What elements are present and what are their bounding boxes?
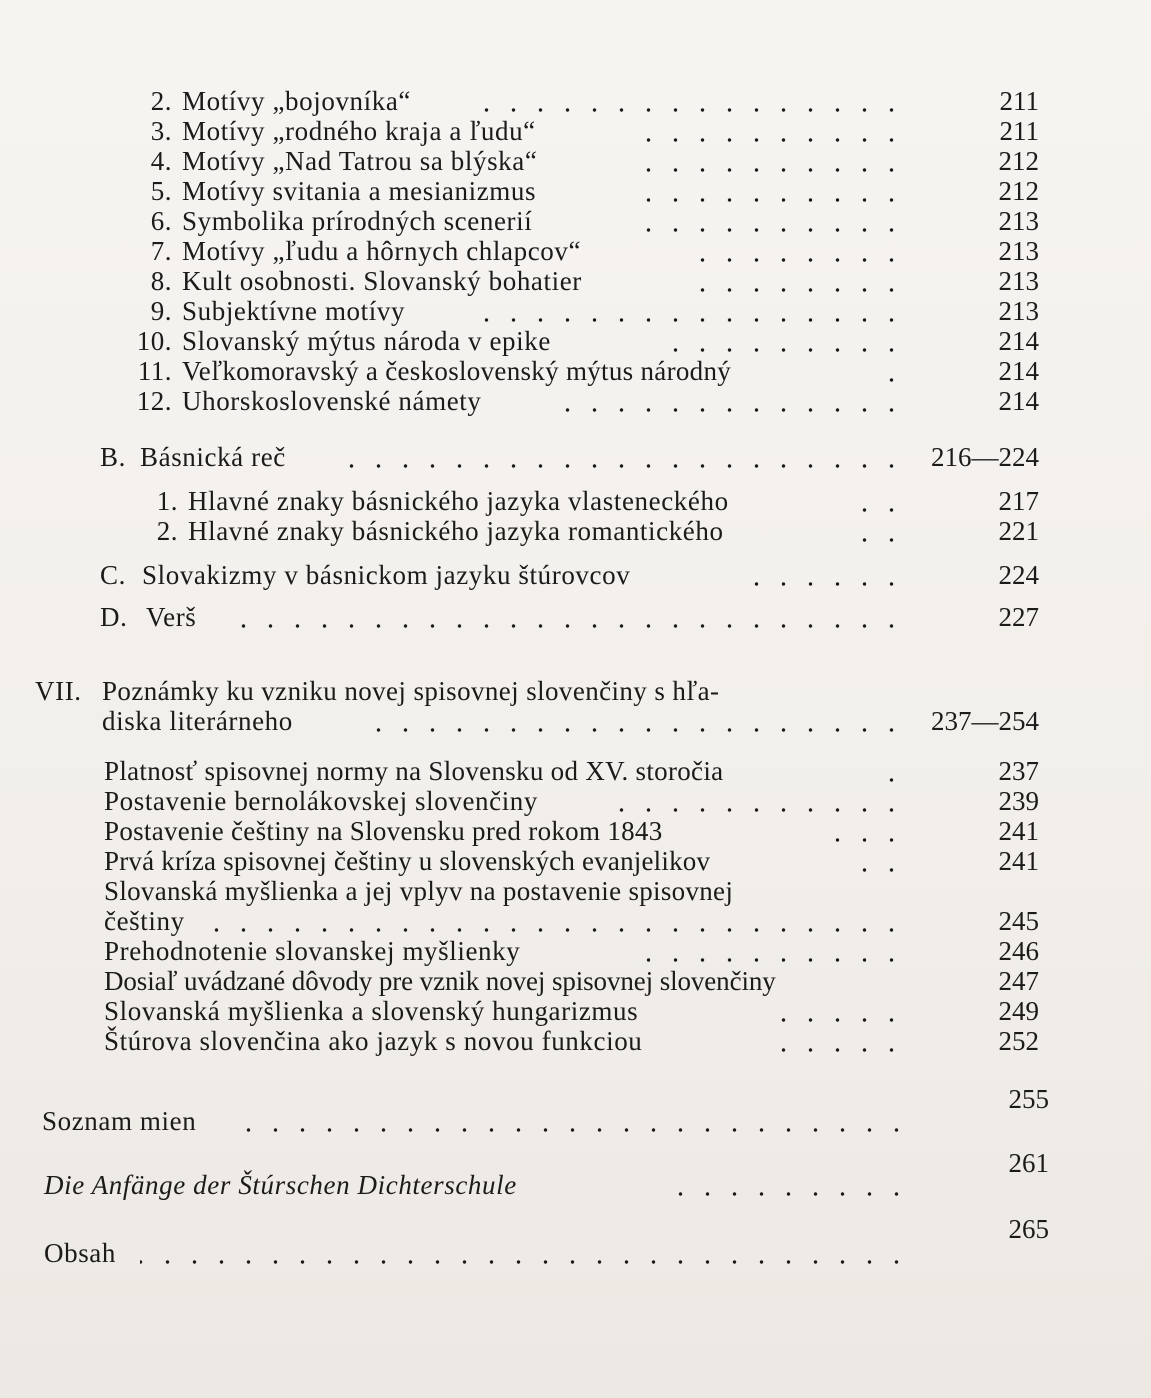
entry-page: 211	[999, 116, 1039, 146]
toc-entry	[0, 786, 1151, 820]
leader-dots	[470, 317, 905, 323]
entry-number: 11.	[137, 356, 172, 386]
leader-dots	[610, 807, 905, 813]
section-letter: C.	[100, 560, 126, 590]
toc-section-c	[0, 560, 1151, 594]
entry-number: 6.	[150, 206, 172, 236]
entry-number: 5.	[150, 176, 172, 206]
entry-title: Die Anfänge der Štúrschen Dichterschule	[44, 1170, 517, 1200]
entry-page: 237	[998, 756, 1039, 786]
leader-dots	[240, 623, 905, 629]
entry-number: 1.	[156, 486, 178, 516]
entry-page: 213	[998, 206, 1039, 236]
entry-title: Motívy „rodného kraja a ľudu“	[182, 116, 536, 146]
entry-page: 214	[998, 386, 1039, 416]
entry-title: Hlavné znaky básnického jazyka romantického	[188, 516, 724, 546]
leader-dots	[625, 227, 905, 233]
toc-entry	[0, 116, 1151, 150]
toc-entry	[0, 356, 1151, 390]
entry-title: Motívy „bojovníka“	[182, 86, 412, 116]
entry-number: 4.	[150, 146, 172, 176]
entry-title: Prvá kríza spisovnej češtiny u slovenských evanjelikov	[104, 846, 711, 876]
leader-dots	[140, 1259, 910, 1265]
entry-page: 213	[998, 296, 1039, 326]
entry-title: Prehodnotenie slovanskej myšlienky	[104, 936, 521, 966]
leader-dots	[880, 777, 905, 783]
section-letter: B.	[100, 442, 126, 472]
entry-title: Platnosť spisovnej normy na Slovensku od XV. storočia	[104, 756, 724, 786]
entry-page: 261	[1008, 1148, 1049, 1178]
leader-dots	[760, 1047, 905, 1053]
leader-dots	[680, 257, 905, 263]
toc-entry	[0, 1026, 1151, 1060]
entry-number: 2.	[150, 86, 172, 116]
toc-entry	[0, 906, 1151, 940]
entry-page: 239	[998, 786, 1039, 816]
section-page: 227	[998, 602, 1039, 632]
entry-page: 247	[998, 966, 1039, 996]
section-title: Básnická reč	[140, 442, 286, 472]
chapter-number: VII.	[35, 676, 82, 706]
toc-entry	[0, 966, 1151, 1000]
entry-page: 241	[998, 846, 1039, 876]
entry-number: 2.	[156, 516, 178, 546]
toc-chapter-vii	[0, 676, 1151, 710]
chapter-title-line1: Poznámky ku vzniku novej spisovnej slovenčiny s hľa-	[102, 676, 720, 706]
toc-entry	[0, 486, 1151, 520]
entry-page: 221	[998, 516, 1039, 546]
section-page: 216—224	[931, 442, 1039, 472]
entry-page: 211	[999, 86, 1039, 116]
toc-section-b	[0, 442, 1151, 476]
leader-dots	[200, 927, 905, 933]
chapter-title-line2: diska literárneho	[102, 706, 293, 736]
toc-end-entry	[0, 1170, 1151, 1204]
entry-page: 255	[1008, 1084, 1049, 1114]
toc-entry	[0, 996, 1151, 1030]
toc-entry	[0, 146, 1151, 180]
section-title: Slovakizmy v básnickom jazyku štúrovcov	[142, 560, 631, 590]
leader-dots	[760, 1017, 905, 1023]
toc-entry	[0, 266, 1151, 300]
entry-number: 10.	[136, 326, 172, 356]
entry-title: češtiny	[104, 906, 185, 936]
leader-dots	[852, 867, 905, 873]
entry-title: Dosiaľ uvádzané dôvody pre vznik novej spisovnej slovenčiny	[104, 966, 776, 996]
entry-number: 12.	[136, 386, 172, 416]
entry-page: 246	[998, 936, 1039, 966]
entry-title: Slovanská myšlienka a slovenský hungarizmus	[104, 996, 639, 1026]
entry-number: 8.	[150, 266, 172, 296]
toc-entry	[0, 876, 1151, 910]
toc-entry	[0, 846, 1151, 880]
entry-title: Symbolika prírodných scenerií	[182, 206, 533, 236]
section-title: Verš	[146, 602, 197, 632]
toc-entry	[0, 936, 1151, 970]
entry-page: 214	[998, 326, 1039, 356]
entry-title: Postavenie bernolákovskej slovenčiny	[104, 786, 539, 816]
toc-entry	[0, 516, 1151, 550]
entry-page: 212	[998, 176, 1039, 206]
entry-title: Motívy „Nad Tatrou sa blýska“	[182, 146, 538, 176]
entry-title: Hlavné znaky básnického jazyka vlasteneckého	[188, 486, 729, 516]
entry-title: Veľkomoravský a československý mýtus národný	[182, 356, 732, 386]
toc-section-d	[0, 602, 1151, 636]
entry-title: Postavenie češtiny na Slovensku pred rokom 1843	[104, 816, 663, 846]
toc-entry	[0, 326, 1151, 360]
entry-title: Soznam mien	[42, 1106, 197, 1136]
entry-number: 7.	[150, 236, 172, 266]
toc-entry	[0, 756, 1151, 790]
entry-page: 214	[998, 356, 1039, 386]
entry-page: 212	[998, 146, 1039, 176]
leader-dots	[245, 1127, 910, 1133]
entry-page: 213	[998, 266, 1039, 296]
toc-end-entry	[0, 1106, 1151, 1140]
toc-entry	[0, 386, 1151, 420]
leader-dots	[625, 137, 905, 143]
section-letter: D.	[100, 602, 128, 632]
leader-dots	[665, 1191, 910, 1197]
toc-entry	[0, 236, 1151, 270]
toc-chapter-vii-cont	[0, 706, 1151, 740]
toc-end-entry	[0, 1238, 1151, 1272]
section-page: 224	[998, 560, 1039, 590]
chapter-page: 237—254	[931, 706, 1039, 736]
leader-dots	[465, 107, 905, 113]
entry-title: Subjektívne motívy	[182, 296, 406, 326]
leader-dots	[735, 581, 905, 587]
leader-dots	[690, 287, 905, 293]
entry-page: 245	[998, 906, 1039, 936]
leader-dots	[845, 507, 905, 513]
entry-title: Motívy „ľudu a hôrnych chlapcov“	[182, 236, 582, 266]
leader-dots	[815, 837, 905, 843]
leader-dots	[330, 463, 905, 469]
leader-dots	[625, 167, 905, 173]
toc-entry	[0, 816, 1151, 850]
entry-title: Slovanský mýtus národa v epike	[182, 326, 551, 356]
entry-title: Slovanská myšlienka a jej vplyv na postavenie spisovnej	[104, 876, 734, 906]
entry-title: Uhorskoslovenské námety	[182, 386, 482, 416]
leader-dots	[880, 377, 905, 383]
toc-entry	[0, 296, 1151, 330]
leader-dots	[845, 537, 905, 543]
leader-dots	[660, 347, 905, 353]
entry-page: 252	[998, 1026, 1039, 1056]
toc-entry	[0, 86, 1151, 120]
leader-dots	[625, 197, 905, 203]
toc-entry	[0, 206, 1151, 240]
entry-page: 265	[1008, 1214, 1049, 1244]
entry-title: Motívy svitania a mesianizmus	[182, 176, 537, 206]
entry-title: Štúrova slovenčina ako jazyk s novou funkciou	[104, 1026, 643, 1056]
entry-number: 3.	[150, 116, 172, 146]
entry-title: Kult osobnosti. Slovanský bohatier	[182, 266, 582, 296]
entry-title: Obsah	[44, 1238, 116, 1268]
entry-page: 241	[998, 816, 1039, 846]
entry-page: 217	[998, 486, 1039, 516]
entry-number: 9.	[150, 296, 172, 326]
entry-page: 249	[998, 996, 1039, 1026]
entry-page: 213	[998, 236, 1039, 266]
leader-dots	[565, 407, 905, 413]
leader-dots	[635, 957, 905, 963]
toc-entry	[0, 176, 1151, 210]
leader-dots	[360, 727, 905, 733]
